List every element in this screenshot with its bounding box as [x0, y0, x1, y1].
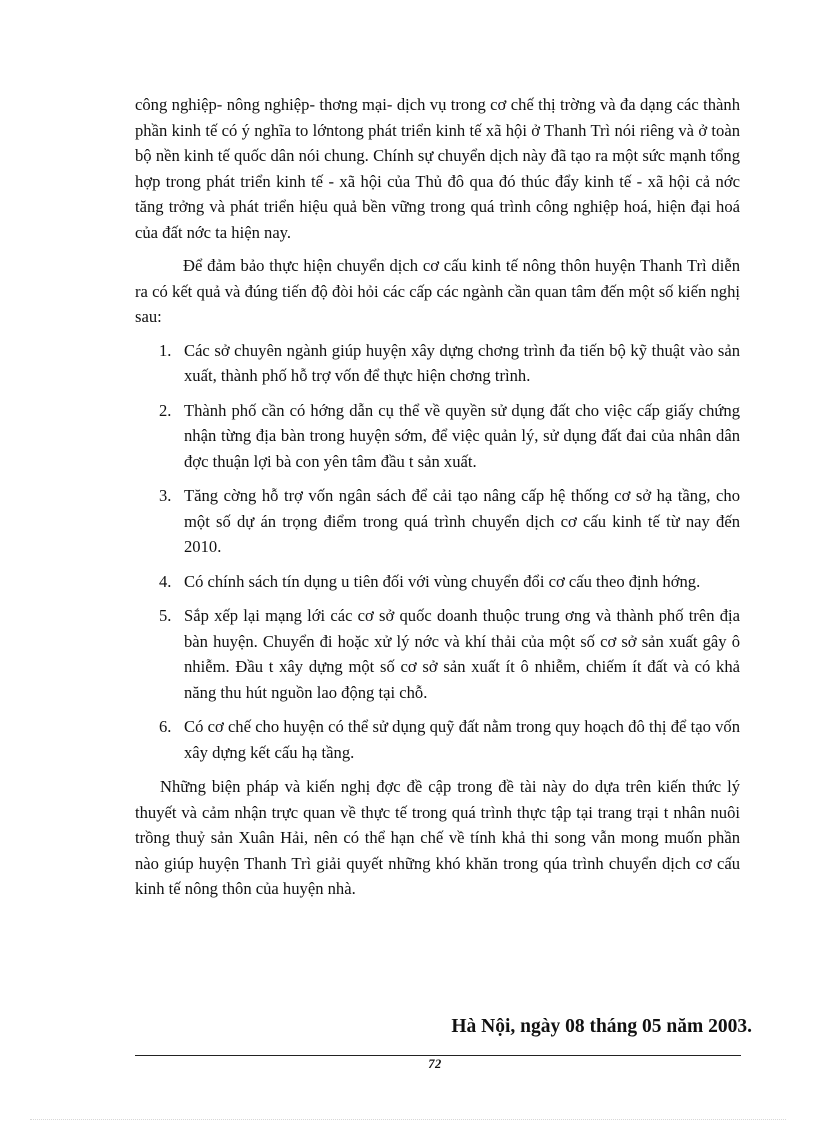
signature-period: .: [747, 1016, 752, 1037]
list-item-text: Các sở chuyên ngành giúp huyện xây dựng chơng trình đa tiến bộ kỹ thuật vào sản xuất, thành phố hỗ trợ vốn để thực hiện chơng trình.: [184, 340, 740, 385]
list-item-number: 3.: [159, 486, 172, 505]
list-item: [135, 483, 740, 560]
recommendation-list: [135, 338, 740, 766]
signature-place-date: Hà Nội, ngày 08 tháng 05 năm 2003: [451, 1016, 748, 1037]
list-item-text: Có cơ chế cho huyện có thể sử dụng quỹ đất nằm trong quy hoạch đô thị để tạo vốn xây dựng kết cấu hạ tầng.: [184, 717, 740, 762]
list-item: [135, 714, 740, 765]
list-item-number: 2.: [159, 400, 172, 420]
paragraph-recommendation-lead: Để đảm bảo thực hiện chuyển dịch cơ cấu kinh tế nông thôn huyện Thanh Trì diễn ra có kết quả và đúng tiến độ đòi hỏi các cấp các ngành cần quan tâm đến một số kiến nghị sau:: [135, 256, 740, 326]
paragraph-intro-continuation: công nghiệp- nông nghiệp- thơng mại- dịch vụ trong cơ chế thị trờng và đa dạng các thành phần kinh tế có ý nghĩa to lớntong phát triển kinh tế xã hội ở Thanh Trì nói riêng và ở toàn bộ nền kinh tế quốc dân nói chung. Chính sự chuyển dịch này đã tạo ra một sức mạnh tổng hợp trong phát triển kinh tế - xã hội của Thủ đô qua đó thúc đẩy kinh tế - xã hội cả nớc tăng trởng và phát triển hiệu quả bền vững trong quá trình công nghiệp hoá, hiện đại hoá của đất nớc ta hiện nay.: [135, 95, 740, 242]
list-item-text: Thành phố cần có hớng dẫn cụ thể về quyền sử dụng đất cho việc cấp giấy chứng nhận từng địa bàn trong huyện sớm, để việc quản lý, sử dụng đất đai của nhân dân đợc thuận lợi bà con yên tâm đầu t sản xuất.: [184, 400, 740, 471]
list-item-number: 1.: [159, 340, 172, 360]
list-item-number: 5.: [159, 606, 172, 625]
list-item: [135, 603, 740, 705]
list-item-number: 4.: [159, 571, 172, 591]
footer-divider: [135, 1055, 741, 1056]
signature-date-line: [451, 1016, 752, 1038]
page-number: 72: [428, 1057, 442, 1071]
list-item-number: 6.: [159, 717, 172, 736]
paragraph-closing: Những biện pháp và kiến nghị đợc đề cập trong đề tài này do dựa trên kiến thức lý thuyết và cảm nhận trực quan về thực tế trong quá trình thực tập tại trang trại t nhân nuôi trồng thuỷ sản Xuân Hải, nên có thể hạn chế về tính khả thi song vẫn mong muốn phần nào giúp huyện Thanh Trì giải quyết những khó khăn trong qúa trình chuyển dịch cơ cấu kinh tế nông thôn của huyện nhà.: [135, 777, 740, 898]
page-bottom-dotted-border: [30, 1119, 786, 1120]
list-item-text: Tăng cờng hỗ trợ vốn ngân sách để cải tạo nâng cấp hệ thống cơ sở hạ tầng, cho một số dự án trọng điểm trong quá trình chuyển dịch cơ cấu kinh tế từ nay đến 2010.: [184, 486, 740, 556]
page-body: [135, 92, 740, 910]
list-item-text: Có chính sách tín dụng u tiên đối với vùng chuyển đổi cơ cấu theo định hớng.: [184, 571, 701, 591]
list-item: [135, 398, 740, 475]
list-item: [135, 569, 740, 595]
list-item-text: Sắp xếp lại mạng lới các cơ sở quốc doanh thuộc trung ơng và thành phố trên địa bàn huyện. Chuyển đi hoặc xử lý nớc và khí thải của một số cơ sở sản xuất gây ô nhiễm. Đầu t xây dựng một số cơ sở sản xuất ít ô nhiễm, chiếm ít đất và có khả năng thu hút nguồn lao động tại chỗ.: [184, 606, 740, 702]
list-item: [135, 338, 740, 389]
